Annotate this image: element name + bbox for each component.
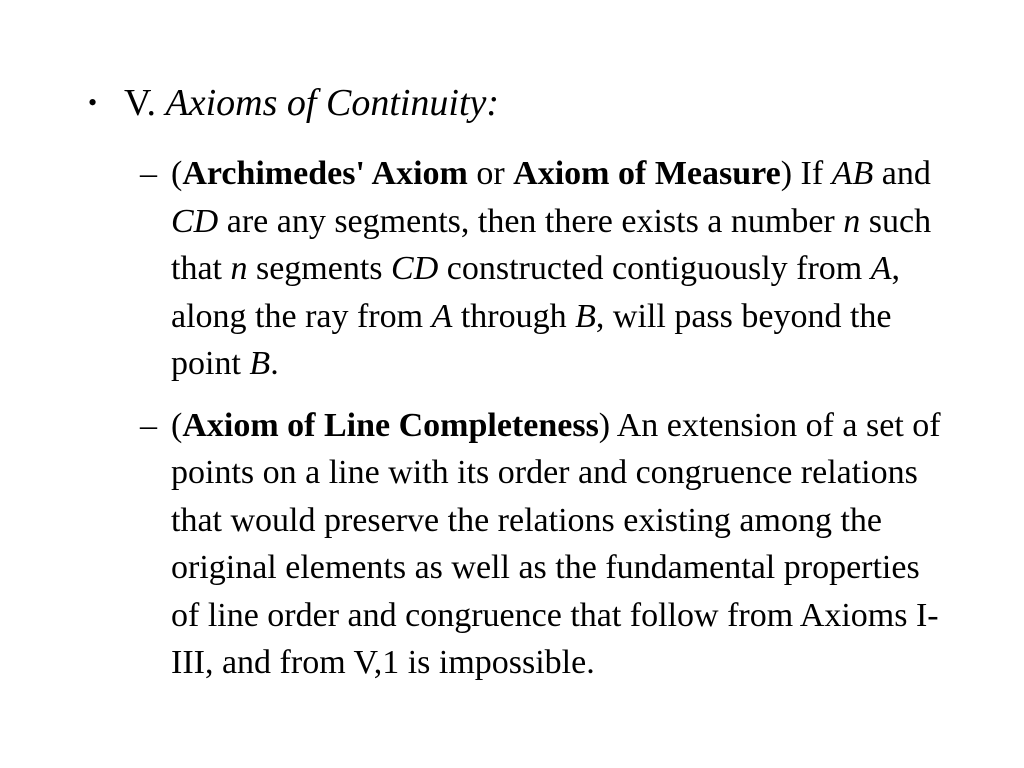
- paren-open: (: [171, 155, 183, 192]
- dash-icon: –: [140, 406, 157, 444]
- section-number: V.: [124, 82, 157, 124]
- connector-text: or: [467, 155, 514, 192]
- axiom-name: Axiom of Line Completeness: [182, 406, 599, 444]
- math-var: AB: [831, 155, 874, 192]
- axiom-alt-name: Axiom of Measure: [513, 155, 781, 192]
- math-var: A: [870, 250, 892, 287]
- body-text: An extension of a set of points on a line with its order and congruence relations that would preserve the relations existing among the original elements as well as the fundamental properties of line order and congruence that follow from Axioms I-III, and from V,1 is impossible.: [171, 406, 941, 681]
- body-text: , along the ray from: [171, 250, 901, 335]
- math-var: n: [230, 250, 248, 287]
- body-text: and: [873, 155, 931, 192]
- axiom-list: [140, 150, 950, 701]
- math-var: n: [843, 202, 861, 240]
- paren-close: ): [598, 406, 611, 444]
- bullet-icon: •: [88, 88, 98, 117]
- axiom-name: Archimedes' Axiom: [182, 155, 468, 192]
- body-text: such that: [171, 202, 932, 287]
- section-title: Axioms of Continuity:: [165, 82, 500, 124]
- body-text: are any segments, then there exists a number: [218, 202, 844, 240]
- math-var: A: [431, 297, 453, 335]
- body-text: , will pass beyond the point: [171, 297, 892, 382]
- math-var: B: [249, 345, 271, 382]
- body-text: segments: [247, 250, 392, 287]
- body-text: If: [792, 155, 832, 192]
- axiom-line-completeness: [140, 402, 950, 687]
- paren-close: ): [780, 155, 793, 192]
- body-text: constructed contiguously from: [438, 250, 871, 287]
- math-var: B: [575, 297, 596, 335]
- section-heading: [88, 80, 968, 126]
- axiom-archimedes: [140, 150, 950, 388]
- math-var: CD: [171, 202, 219, 240]
- body-text: .: [270, 345, 279, 382]
- dash-icon: –: [140, 155, 157, 192]
- body-text: through: [452, 297, 576, 335]
- paren-open: (: [171, 406, 183, 444]
- math-var: CD: [391, 250, 439, 287]
